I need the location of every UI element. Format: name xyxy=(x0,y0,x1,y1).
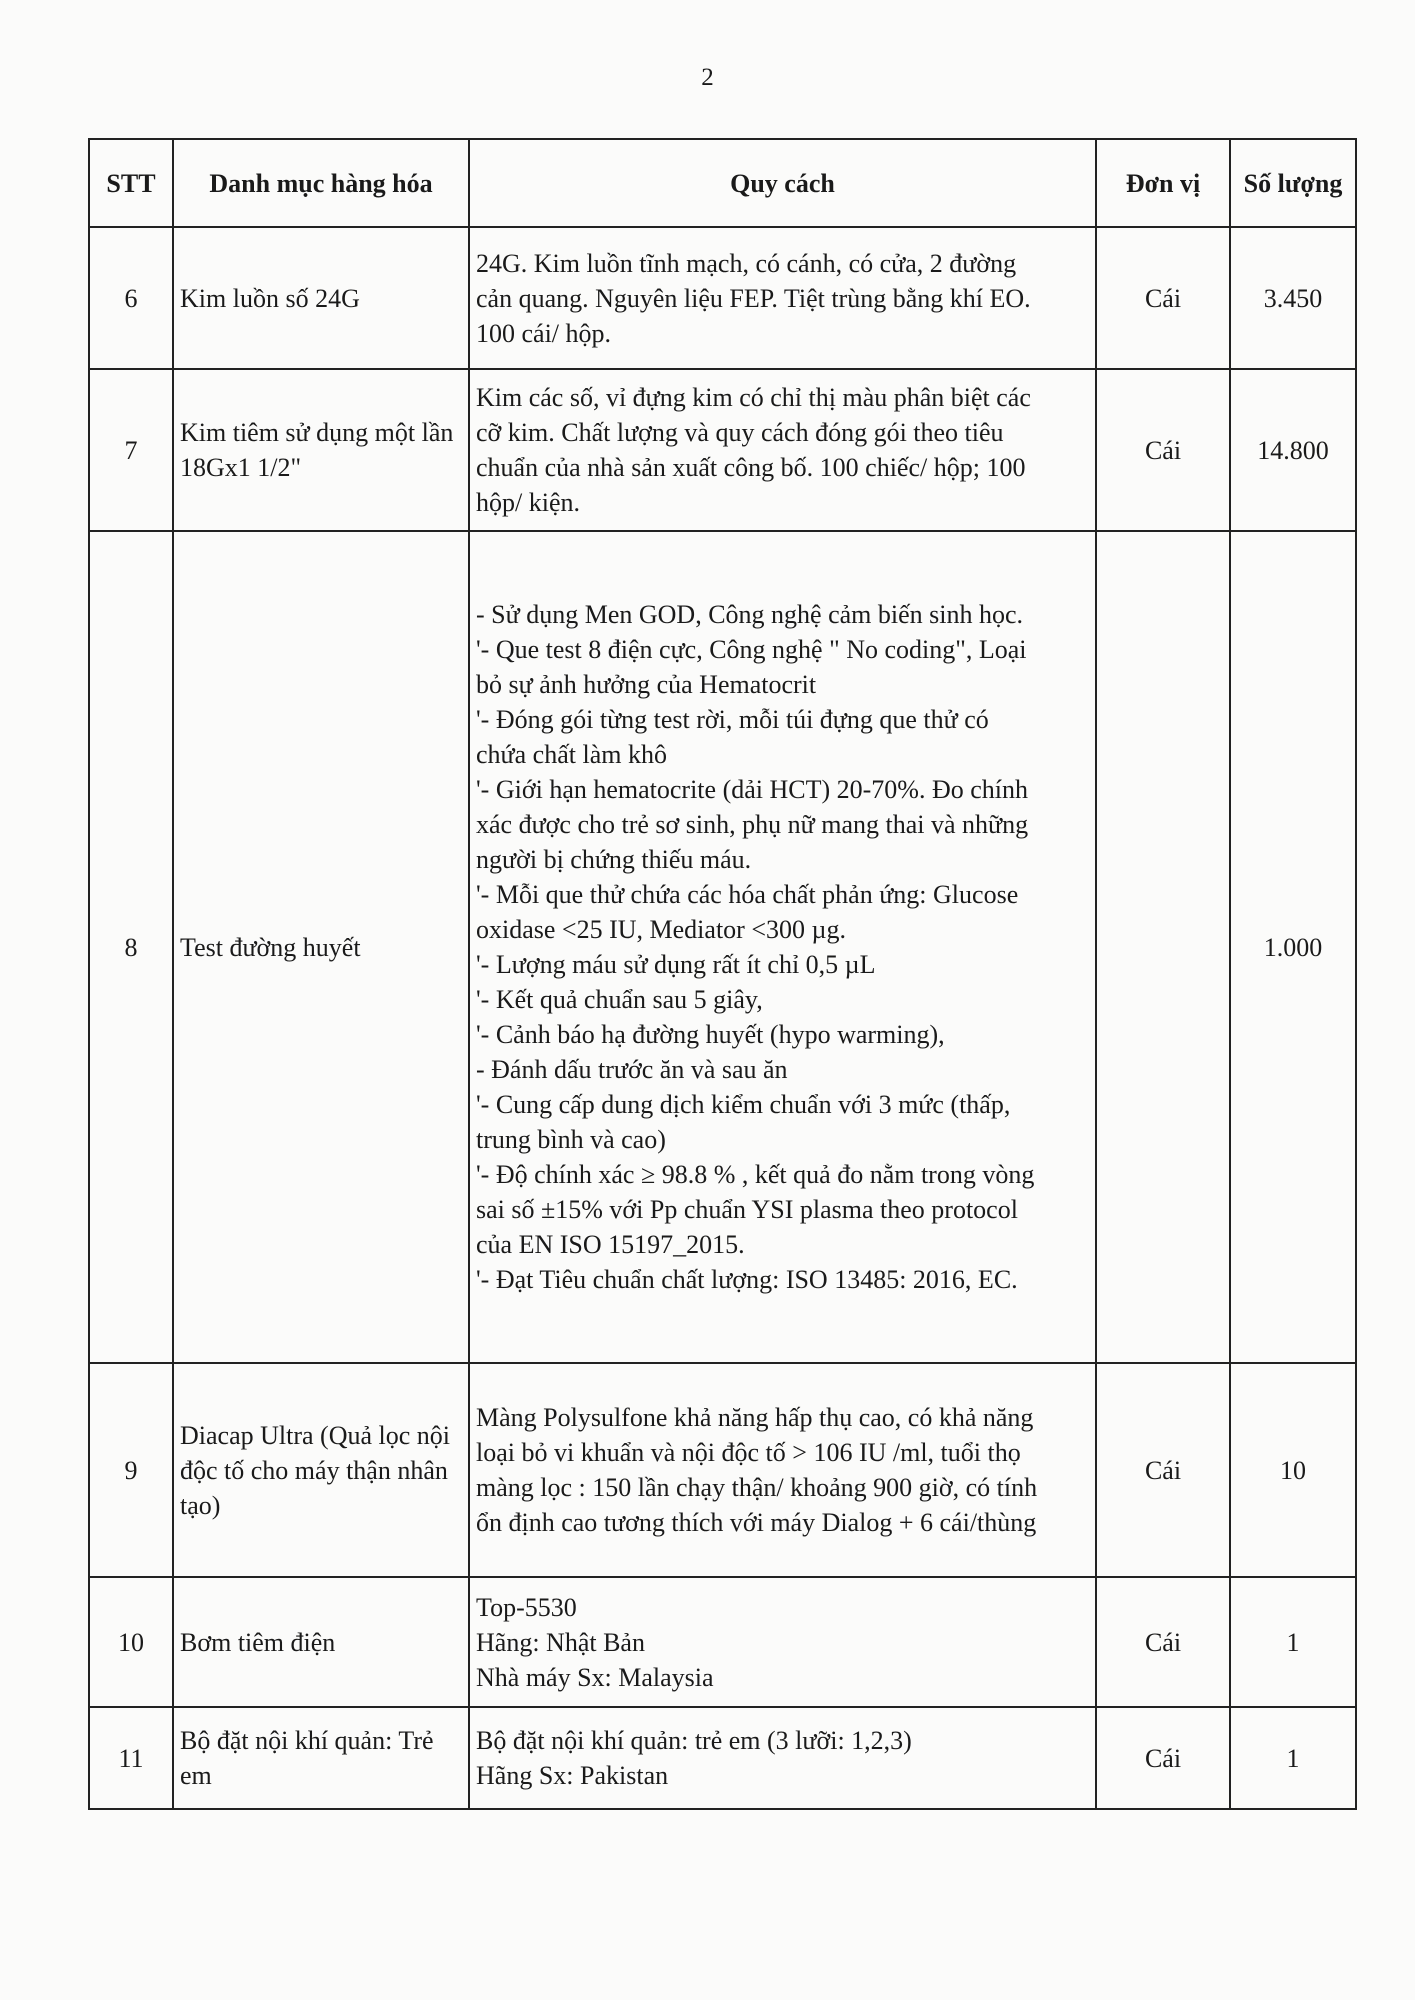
spec-line: '- Đóng gói từng test rời, mỗi túi đựng que thử có xyxy=(476,705,989,734)
spec-line: Top-5530 xyxy=(476,1592,577,1622)
spec-line: 100 cái/ hộp. xyxy=(476,318,612,348)
spec-line: Màng Polysulfone khả năng hấp thụ cao, có khả năng xyxy=(476,1403,1034,1432)
row-unit xyxy=(1096,531,1230,1363)
table-header-row xyxy=(89,139,1356,227)
spec-line: Hãng: Nhật Bản xyxy=(476,1627,645,1657)
row-stt: 6 xyxy=(89,227,173,369)
row-qty: 14.800 xyxy=(1230,369,1356,531)
row-unit: Cái xyxy=(1096,1363,1230,1577)
spec-line: Nhà máy Sx: Malaysia xyxy=(476,1662,714,1692)
spec-line: chuẩn của nhà sản xuất công bố. 100 chiếc/ hộp; 100 xyxy=(476,453,1026,482)
row-qty: 1.000 xyxy=(1230,531,1356,1363)
spec-line: '- Lượng máu sử dụng rất ít chỉ 0,5 µL xyxy=(476,950,876,979)
spec-line: '- Cung cấp dung dịch kiểm chuẩn với 3 mức (thấp, xyxy=(476,1090,1011,1119)
spec-line: - Đánh dấu trước ăn và sau ăn xyxy=(476,1055,788,1084)
table-body xyxy=(89,227,1356,1809)
spec-line: người bị chứng thiếu máu. xyxy=(476,845,752,874)
row-qty: 1 xyxy=(1230,1707,1356,1809)
table-row xyxy=(89,531,1356,1363)
row-name: Kim tiêm sử dụng một lần 18Gx1 1/2" xyxy=(173,369,469,531)
row-name: Bơm tiêm điện xyxy=(173,1577,469,1707)
spec-line: cản quang. Nguyên liệu FEP. Tiệt trùng bằng khí EO. xyxy=(476,283,1031,313)
spec-line: ổn định cao tương thích với máy Dialog + 6 cái/thùng xyxy=(476,1508,1037,1537)
row-name: Kim luồn số 24G xyxy=(173,227,469,369)
table-row xyxy=(89,1577,1356,1707)
spec-line: '- Đạt Tiêu chuẩn chất lượng: ISO 13485: 2016, EC. xyxy=(476,1265,1018,1294)
row-qty: 3.450 xyxy=(1230,227,1356,369)
row-name: Diacap Ultra (Quả lọc nội độc tố cho máy thận nhân tạo) xyxy=(173,1363,469,1577)
row-spec xyxy=(469,369,1096,531)
goods-table xyxy=(88,138,1357,1810)
spec-line: '- Độ chính xác ≥ 98.8 % , kết quả đo nằm trong vòng xyxy=(476,1160,1035,1189)
header-unit: Đơn vị xyxy=(1096,139,1230,227)
row-spec xyxy=(469,1577,1096,1707)
row-qty: 10 xyxy=(1230,1363,1356,1577)
header-spec: Quy cách xyxy=(469,139,1096,227)
row-stt: 8 xyxy=(89,531,173,1363)
row-unit: Cái xyxy=(1096,1707,1230,1809)
spec-line: trung bình và cao) xyxy=(476,1125,666,1154)
row-qty: 1 xyxy=(1230,1577,1356,1707)
page-number: 2 xyxy=(701,64,714,91)
spec-line: xác được cho trẻ sơ sinh, phụ nữ mang thai và những xyxy=(476,810,1029,839)
table-row xyxy=(89,369,1356,531)
row-stt: 11 xyxy=(89,1707,173,1809)
row-unit: Cái xyxy=(1096,369,1230,531)
row-stt: 10 xyxy=(89,1577,173,1707)
spec-line: '- Mỗi que thử chứa các hóa chất phản ứng: Glucose xyxy=(476,880,1019,909)
table-row xyxy=(89,1363,1356,1577)
spec-line: '- Que test 8 điện cực, Công nghệ " No coding", Loại xyxy=(476,635,1027,664)
row-name: Bộ đặt nội khí quản: Trẻ em xyxy=(173,1707,469,1809)
spec-line: cỡ kim. Chất lượng và quy cách đóng gói theo tiêu xyxy=(476,418,1004,447)
spec-line: chứa chất làm khô xyxy=(476,740,667,769)
spec-line: '- Cảnh báo hạ đường huyết (hypo warming), xyxy=(476,1020,945,1049)
header-qty: Số lượng xyxy=(1230,139,1356,227)
spec-line: 24G. Kim luồn tĩnh mạch, có cánh, có cửa, 2 đường xyxy=(476,248,1017,278)
spec-line: hộp/ kiện. xyxy=(476,488,580,517)
spec-line: Kim các số, vỉ đựng kim có chỉ thị màu phân biệt các xyxy=(476,383,1031,412)
spec-line: màng lọc : 150 lần chạy thận/ khoảng 900 giờ, có tính xyxy=(476,1473,1038,1502)
row-spec xyxy=(469,227,1096,369)
table-row xyxy=(89,227,1356,369)
spec-line: bỏ sự ảnh hưởng của Hematocrit xyxy=(476,670,817,699)
spec-line: loại bỏ vi khuẩn và nội độc tố > 106 IU /ml, tuổi thọ xyxy=(476,1438,1021,1467)
header-stt: STT xyxy=(89,139,173,227)
spec-line: sai số ±15% với Pp chuẩn YSI plasma theo protocol xyxy=(476,1195,1018,1224)
spec-line: Bộ đặt nội khí quản: trẻ em (3 lưỡi: 1,2,3) xyxy=(476,1726,912,1755)
row-stt: 7 xyxy=(89,369,173,531)
row-stt: 9 xyxy=(89,1363,173,1577)
spec-line: '- Giới hạn hematocrite (dải HCT) 20-70%. Đo chính xyxy=(476,775,1029,804)
spec-line: oxidase <25 IU, Mediator <300 µg. xyxy=(476,915,846,944)
spec-line: - Sử dụng Men GOD, Công nghệ cảm biến sinh học. xyxy=(476,600,1024,629)
header-name: Danh mục hàng hóa xyxy=(173,139,469,227)
row-name: Test đường huyết xyxy=(173,531,469,1363)
row-spec xyxy=(469,1363,1096,1577)
row-unit: Cái xyxy=(1096,1577,1230,1707)
spec-line: '- Kết quả chuẩn sau 5 giây, xyxy=(476,985,763,1014)
row-spec xyxy=(469,1707,1096,1809)
spec-line: của EN ISO 15197_2015. xyxy=(476,1230,745,1259)
table-row xyxy=(89,1707,1356,1809)
row-unit: Cái xyxy=(1096,227,1230,369)
row-spec xyxy=(469,531,1096,1363)
spec-line: Hãng Sx: Pakistan xyxy=(476,1761,669,1790)
